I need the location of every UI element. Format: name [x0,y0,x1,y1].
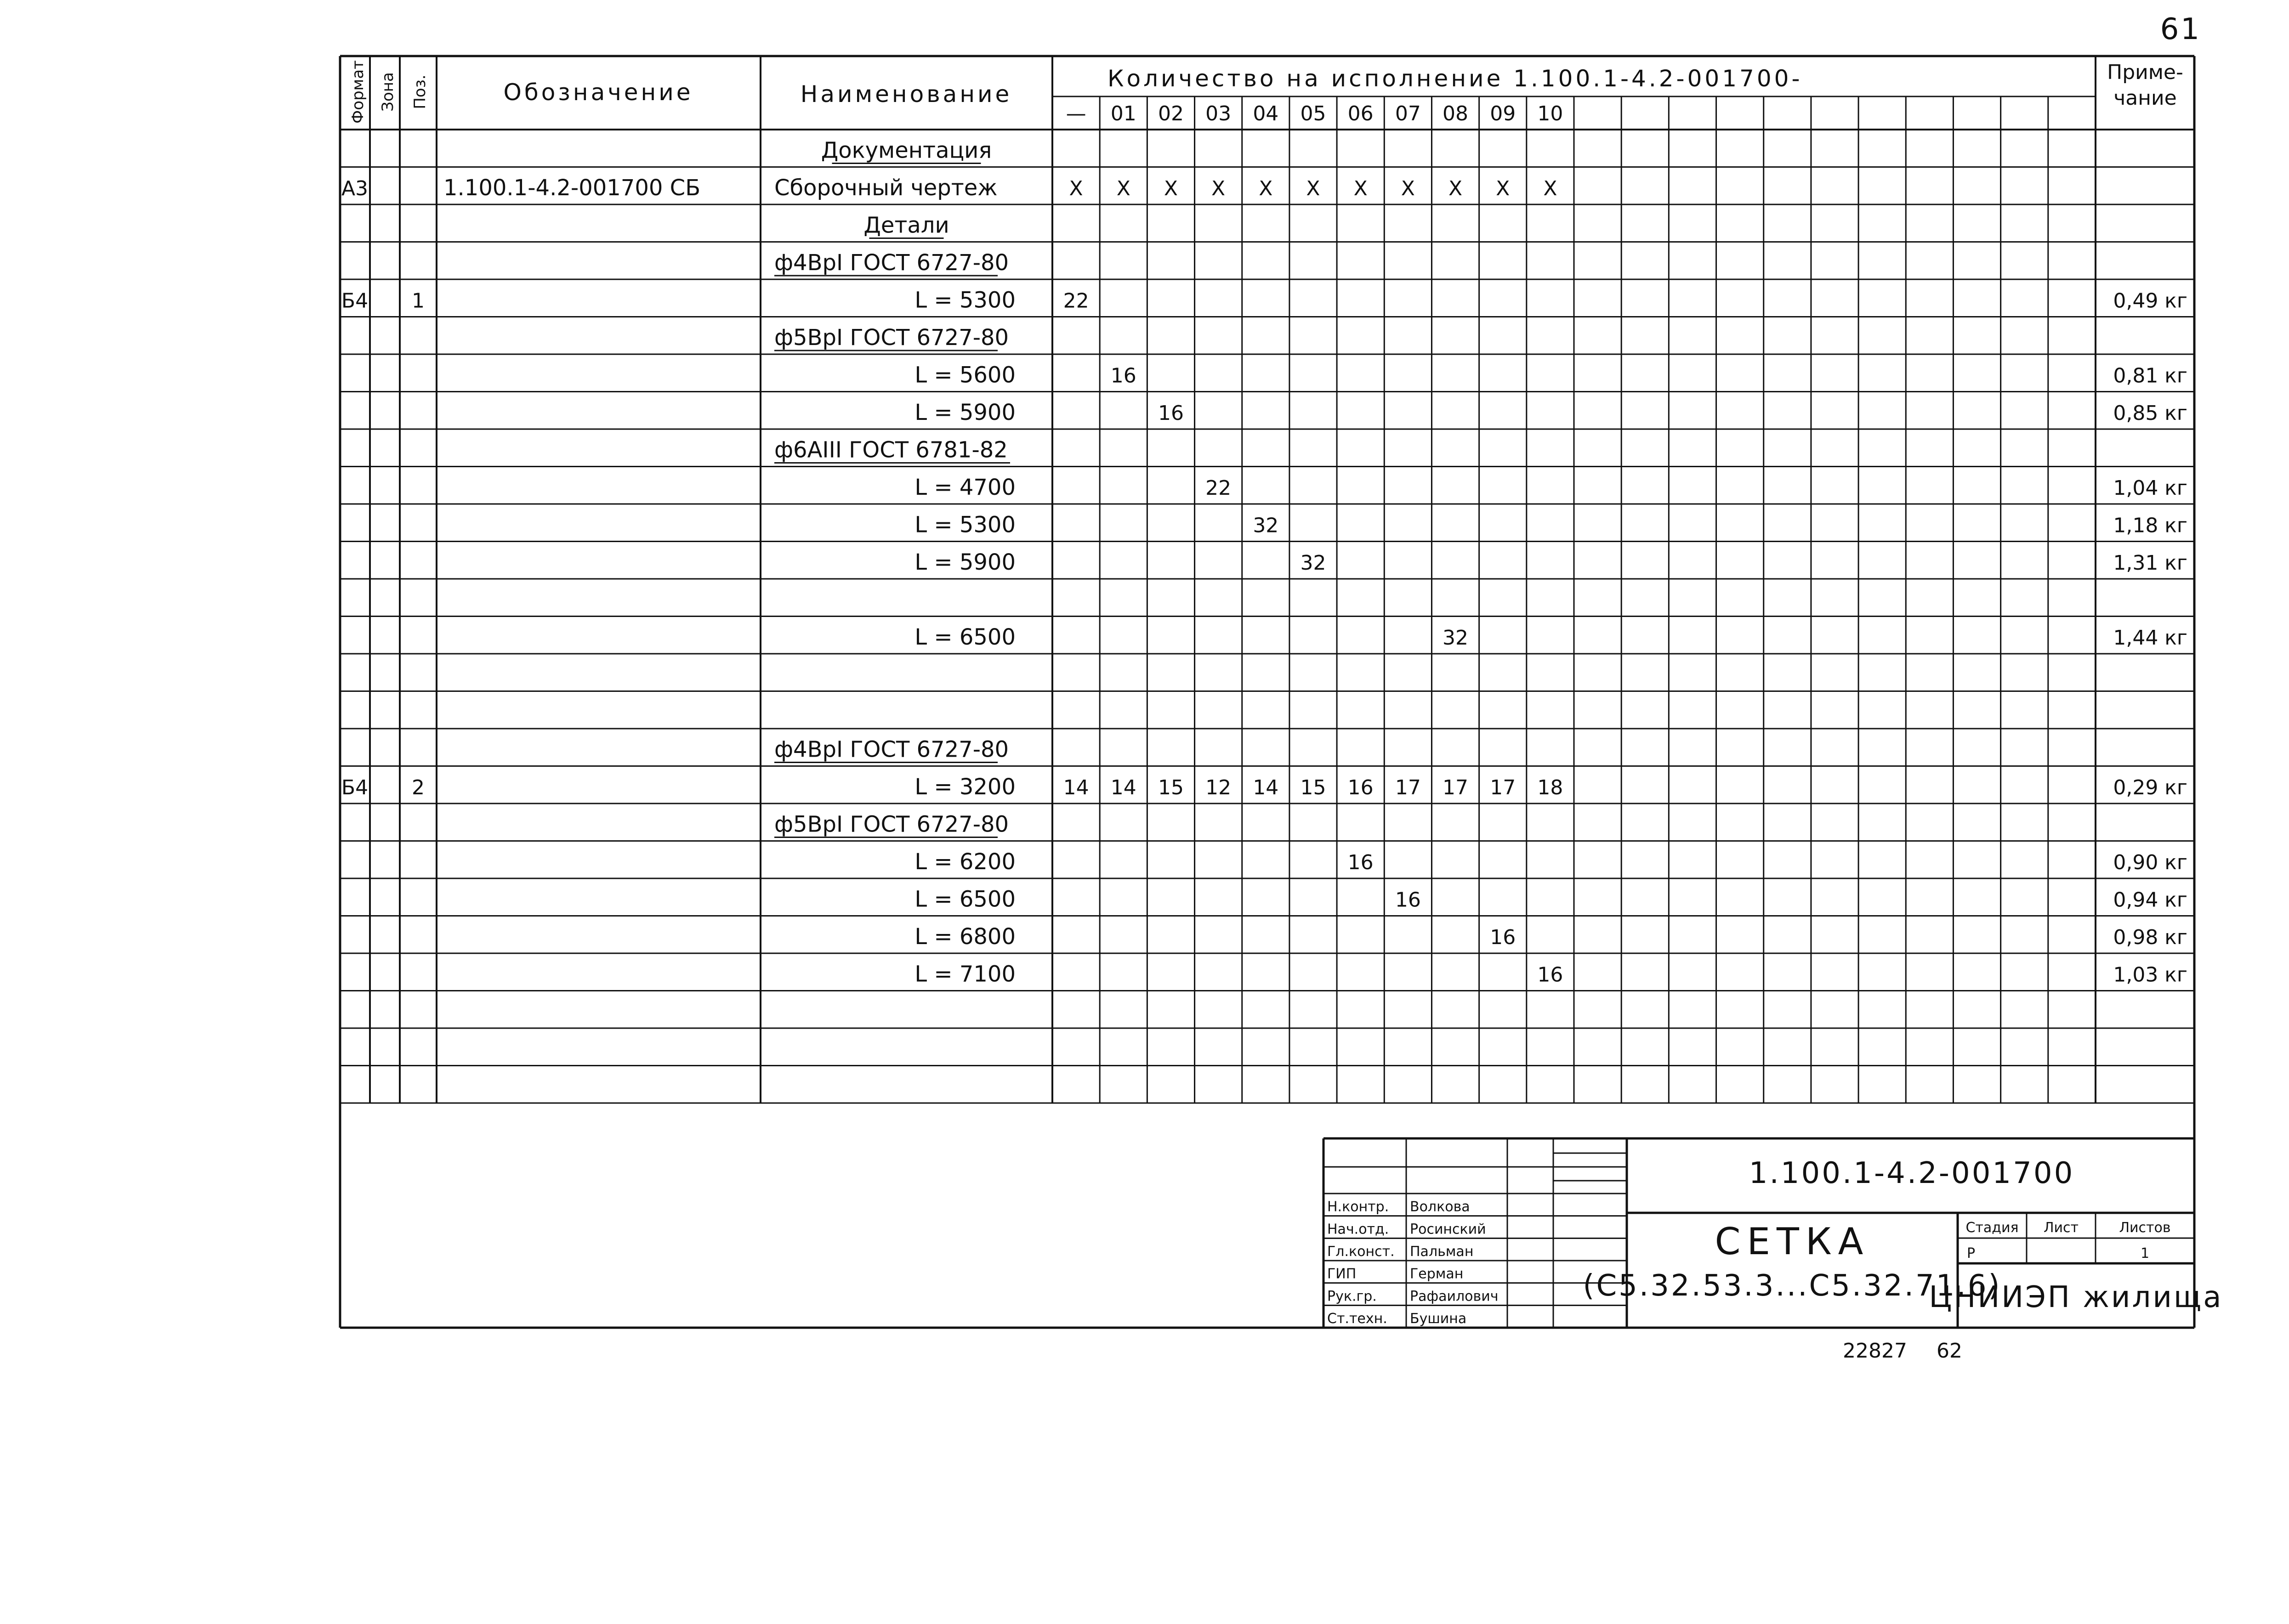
row-name: L = 7100 [914,961,1016,987]
row-quantity: 16 [1347,851,1374,874]
header-column-08: 08 [1443,102,1469,125]
row-quantity: 16 [1347,776,1374,799]
header-column-07: 07 [1395,102,1421,125]
header-note: чание [2113,86,2177,110]
row-position: 2 [412,776,425,799]
signature-role: Гл.конст. [1327,1244,1395,1260]
header-pos: Поз. [411,74,429,109]
row-name: L = 6500 [914,624,1016,650]
row-note: 0,81 кг [2113,364,2187,388]
row-quantity: X [1448,177,1463,200]
row-quantity: 16 [1110,364,1136,388]
row-name: L = 6800 [914,924,1016,950]
row-quantity: 16 [1537,963,1563,987]
row-quantity: 17 [1395,776,1421,799]
header-quantity: Количество на исполнение 1.100.1-4.2-001700- [1108,65,1803,92]
signature-role: ГИП [1327,1266,1357,1282]
header-format: Формат [349,60,367,124]
row-quantity: 18 [1537,776,1563,799]
header-column-10: 10 [1537,102,1563,125]
signature-name: Герман [1410,1266,1464,1282]
row-name: Сборочный чертеж [774,175,998,201]
signature-role: Нач.отд. [1327,1221,1389,1238]
tb-sheets-label: Листов [2119,1220,2171,1236]
tb-organization: ЦНИИЭП жилища [1929,1280,2223,1314]
row-name: Детали [863,212,949,238]
row-name: ф5ВрI ГОСТ 6727-80 [774,811,1009,837]
row-quantity: X [1543,177,1557,200]
row-note: 1,18 кг [2113,514,2187,538]
page-number: 61 [2160,12,2201,46]
footer-inventory: 22827 [1843,1339,1907,1363]
row-quantity: 14 [1110,776,1136,799]
tb-stage: Р [1967,1245,1976,1262]
signature-name: Рафаилович [1410,1288,1499,1305]
header-column-05: 05 [1300,102,1326,125]
tb-subtitle: (С5.32.53.3...С5.32.71.6) [1583,1269,2002,1303]
signature-name: Росинский [1410,1221,1486,1238]
row-quantity: X [1259,177,1273,200]
footer-number: 62 [1937,1339,1962,1363]
header-column-03: 03 [1205,102,1232,125]
tb-stage-label: Стадия [1965,1220,2019,1236]
row-quantity: 12 [1205,776,1232,799]
row-quantity: 15 [1300,776,1326,799]
row-name: L = 6200 [914,849,1016,875]
row-quantity: 22 [1205,476,1232,500]
signature-role: Рук.гр. [1327,1288,1377,1305]
signature-name: Волкова [1410,1199,1470,1215]
row-quantity: 17 [1490,776,1516,799]
row-quantity: 17 [1443,776,1469,799]
header-column-06: 06 [1347,102,1374,125]
row-quantity: 22 [1063,289,1089,313]
header-designation: Обозначение [503,79,693,106]
table-grid [340,56,2194,1328]
row-format: Б4 [341,776,369,799]
row-quantity: X [1069,177,1083,200]
row-note: 1,31 кг [2113,551,2187,575]
row-note: 0,49 кг [2113,289,2187,313]
row-format: Б4 [341,289,369,313]
signature-name: Пальман [1410,1244,1474,1260]
row-designation: 1.100.1-4.2-001700 СБ [443,175,701,201]
row-name: L = 4700 [914,475,1016,500]
title-block [1323,1138,2223,1363]
row-quantity: 16 [1490,926,1516,949]
row-note: 0,98 кг [2113,926,2187,949]
row-name: ф4ВрI ГОСТ 6727-80 [774,250,1009,276]
row-format: А3 [341,177,369,200]
header-zone: Зона [379,72,397,112]
row-note: 1,44 кг [2113,626,2187,650]
row-quantity: X [1116,177,1130,200]
header-column-04: 04 [1253,102,1279,125]
row-quantity: 14 [1253,776,1279,799]
row-quantity: X [1211,177,1226,200]
row-name: L = 5900 [914,400,1016,425]
header-note: Приме- [2107,61,2183,84]
row-name: L = 5300 [914,287,1016,313]
header-column-02: 02 [1158,102,1184,125]
row-note: 1,04 кг [2113,476,2187,500]
row-note: 0,90 кг [2113,851,2187,874]
row-name: L = 3200 [914,774,1016,800]
row-quantity: 32 [1443,626,1469,650]
tb-sheet-label: Лист [2043,1220,2079,1236]
row-quantity: X [1401,177,1415,200]
row-quantity: X [1353,177,1368,200]
row-note: 1,03 кг [2113,963,2187,987]
signature-role: Н.контр. [1327,1199,1389,1215]
row-note: 0,85 кг [2113,402,2187,425]
tb-doc-number: 1.100.1-4.2-001700 [1749,1156,2075,1190]
row-name: ф5ВрI ГОСТ 6727-80 [774,325,1009,351]
signature-name: Бушина [1410,1311,1467,1327]
row-name: Документация [821,137,992,164]
row-name: L = 5600 [914,362,1016,388]
row-position: 1 [412,289,425,313]
tb-sheets: 1 [2140,1245,2150,1262]
row-quantity: X [1306,177,1320,200]
row-quantity: X [1164,177,1178,200]
row-quantity: 15 [1158,776,1184,799]
row-name: ф4ВрI ГОСТ 6727-80 [774,736,1009,763]
row-name: L = 5900 [914,549,1016,575]
header-column-01: 01 [1110,102,1136,125]
row-name: L = 6500 [914,886,1016,912]
row-note: 0,94 кг [2113,888,2187,912]
header-column-09: 09 [1490,102,1516,125]
header-name: Наименование [800,81,1012,108]
row-quantity: X [1496,177,1510,200]
row-quantity: 14 [1063,776,1089,799]
row-quantity: 32 [1253,514,1279,538]
row-quantity: 16 [1395,888,1421,912]
tb-title: СЕТКА [1715,1220,1870,1263]
signature-role: Ст.техн. [1327,1311,1387,1327]
row-name: ф6АIII ГОСТ 6781-82 [774,437,1008,463]
row-name: L = 5300 [914,512,1016,538]
row-note: 0,29 кг [2113,776,2187,799]
header-column-base: — [1066,102,1086,125]
row-quantity: 16 [1158,402,1184,425]
row-quantity: 32 [1300,551,1326,575]
